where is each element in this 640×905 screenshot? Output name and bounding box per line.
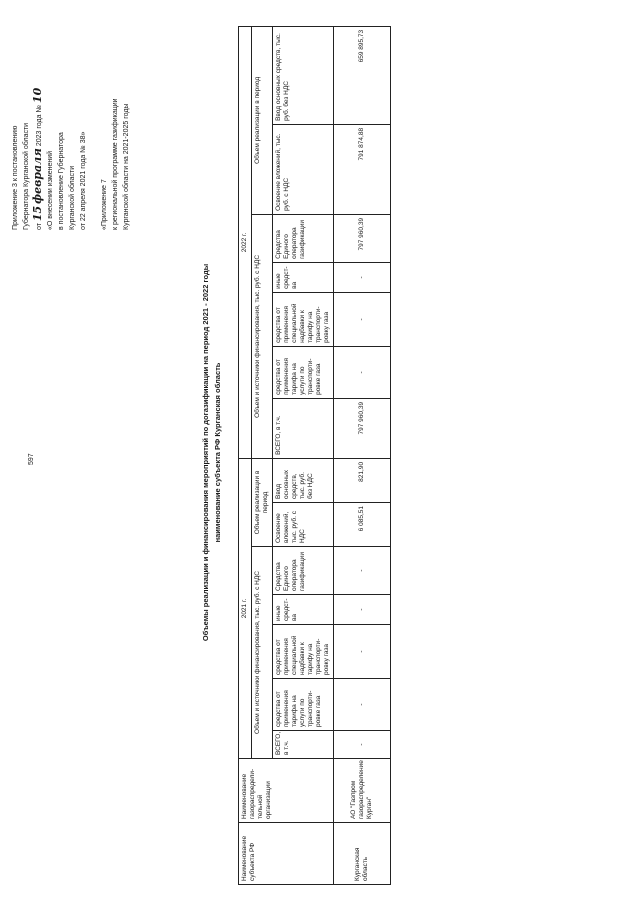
title-line: Объемы реализации и финансирования мероприятий по догазификации на период 2021 - 2022 годы — [201, 263, 210, 642]
cell-2021-single-operator: - — [334, 547, 391, 595]
appendix-line: «О внесении изменений — [47, 150, 54, 230]
appendix-line: в постановление Губернатора — [58, 132, 65, 230]
cell-2022-surcharge: - — [334, 292, 391, 346]
header-src-surcharge: средства от применения специальной надбавки к тарифу на транспорти-ровку газа — [273, 625, 334, 679]
table-row — [334, 26, 391, 884]
title-subject-line: наименование субъекта РФ Курганская область — [213, 362, 222, 543]
appendix-line: к региональной программе газификации — [112, 98, 119, 230]
header-subject: Наименование субъекта РФ — [239, 823, 334, 885]
header-row-columns — [273, 26, 334, 884]
header-src-single-operator: Средства Единого оператора газификации — [273, 547, 334, 595]
handwritten-day: 15 — [31, 205, 44, 222]
page-number: 597 — [28, 453, 35, 465]
appendix-block — [10, 0, 132, 230]
appendix-text: от — [36, 221, 43, 230]
appendix-line: Губернатора Курганской области — [23, 122, 30, 230]
header-financing-2021: Объем и источники финансирования, тыс. руб. с НДС — [252, 547, 273, 759]
header-realization-2021: Объем реализации в период — [252, 458, 273, 546]
header-year-2021: 2021 г. — [239, 458, 252, 758]
cell-2022-mastered: 791 874,88 — [334, 124, 391, 214]
header-fixed-assets: Ввод основных средств, тыс. руб. без НДС — [273, 26, 334, 124]
cell-2022-fixed-assets: 659 895,73 — [334, 26, 391, 124]
cell-2022-tariff: - — [334, 346, 391, 398]
header-realization-2022: Объем реализации в период — [252, 26, 273, 214]
appendix-text: 2023 года № — [36, 103, 43, 149]
appendix-line: Курганской области — [69, 165, 76, 230]
cell-2022-single-operator: 797 960,39 — [334, 214, 391, 262]
cell-2022-other: - — [334, 262, 391, 292]
header-org: Наименование газораспредели-тельной организации — [239, 759, 334, 823]
header-fixed-assets: Ввод основных средств, тыс. руб. без НДС — [273, 458, 334, 502]
appendix-date-line — [32, 0, 45, 230]
header-mastered: Освоение вложений, тыс. руб. с НДС — [273, 503, 334, 547]
header-total: ВСЕГО, в т.ч. — [273, 731, 334, 759]
cell-2021-tariff: - — [334, 679, 391, 731]
header-src-tariff: средства от применения тарифа на услуги по транспорти-ровке газа — [273, 346, 334, 398]
cell-2022-total: 797 960,39 — [334, 398, 391, 458]
appendix-line: Курганской области на 2021-2025 годы — [123, 103, 130, 230]
handwritten-number: 10 — [31, 87, 44, 104]
header-row-groups — [252, 26, 273, 884]
header-src-tariff: средства от применения тарифа на услуги по транспорти-ровке газа — [273, 679, 334, 731]
cell-2021-surcharge: - — [334, 625, 391, 679]
document-title — [200, 0, 224, 905]
appendix-line: от 22 апреля 2021 года № 38» — [80, 131, 87, 230]
header-src-other: иные средст-ва — [273, 262, 334, 292]
cell-subject: Курганская область — [334, 823, 391, 885]
cell-2021-mastered: 6 085,51 — [334, 503, 391, 547]
header-src-surcharge: средства от применения специальной надбавки к тарифу на транспорти-ровку газа — [273, 292, 334, 346]
header-total: ВСЕГО, в т.ч. — [273, 398, 334, 458]
header-src-single-operator: Средства Единого оператора газификации — [273, 214, 334, 262]
header-src-other: иные средст-ва — [273, 595, 334, 625]
cell-2021-total: - — [334, 731, 391, 759]
appendix-line: «Приложение 7 — [101, 179, 108, 230]
cell-2021-fixed-assets: 821,90 — [334, 458, 391, 502]
cell-2021-other: - — [334, 595, 391, 625]
header-year-2022: 2022 г. — [239, 26, 252, 458]
header-financing-2022: Объем и источники финансирования, тыс. руб. с НДС — [252, 214, 273, 458]
appendix-line: Приложение 3 к постановлению — [12, 125, 19, 230]
financing-table — [238, 26, 391, 885]
header-row-years — [239, 26, 252, 884]
spacer — [89, 0, 99, 230]
cell-org: АО "Газпром газораспределение Курган" — [334, 759, 391, 823]
header-mastered: Освоение вложений, тыс. руб. с НДС — [273, 124, 334, 214]
handwritten-month: февраля — [31, 148, 44, 204]
